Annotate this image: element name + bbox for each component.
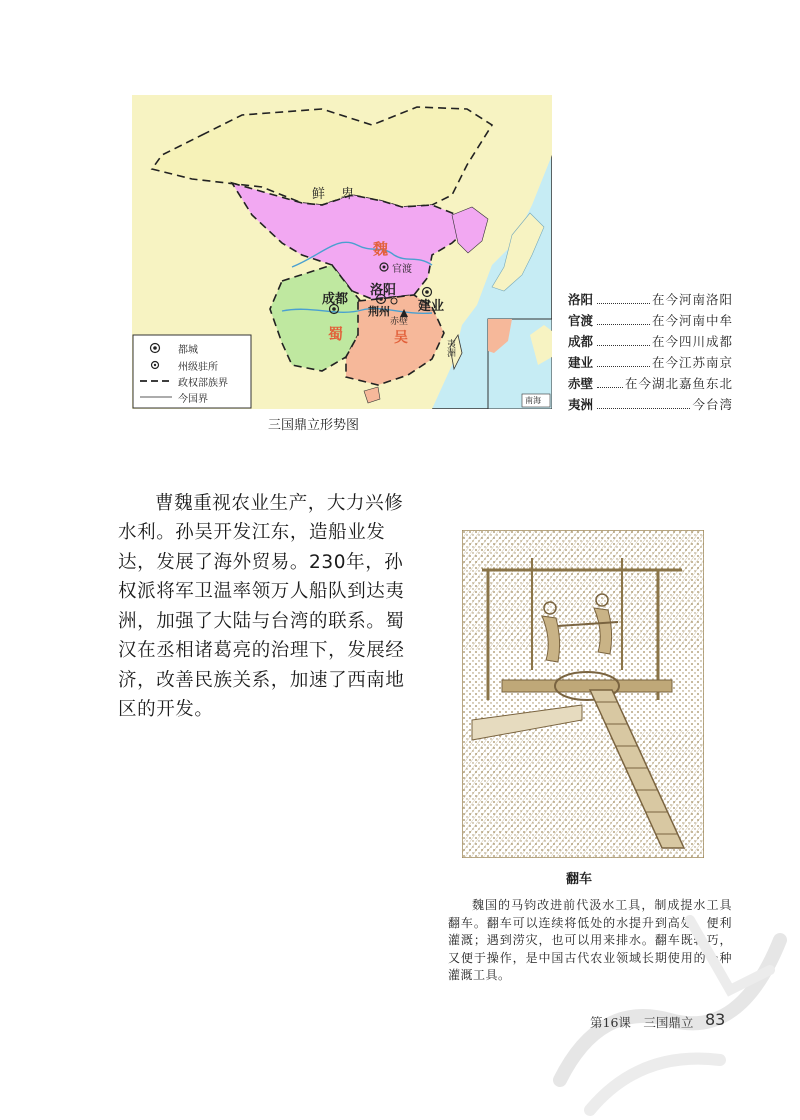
gloss-row: [568, 395, 733, 416]
label-guandu: 官渡: [392, 264, 412, 275]
gloss-def: 在今四川成都: [651, 334, 733, 349]
place-gloss: [568, 290, 733, 416]
gloss-def: 在今河南中牟: [651, 313, 733, 328]
label-xianbei: 鲜 卑: [312, 187, 361, 202]
label-yizhou: 夷洲: [445, 339, 455, 357]
gloss-term: 洛阳: [568, 292, 594, 307]
gloss-def: 今台湾: [692, 397, 733, 412]
label-jianye: 建业: [418, 299, 445, 314]
figure-description: 魏国的马钧改进前代汲水工具，制成提水工具翻车。翻车可以连续将低处的水提升到高处，便利灌溉；遇到涝灾，也可以用来排水。翻车既轻巧，又便于操作，是中国古代农业领域长期使用的一种灌溉工具。: [448, 898, 732, 982]
gloss-term: 成都: [568, 334, 594, 349]
legend-regime-border-label: 政权部族界: [178, 378, 228, 389]
gloss-def: 在今河南洛阳: [651, 292, 733, 307]
label-chibi: 赤壁: [390, 317, 409, 327]
gloss-term: 赤壁: [568, 376, 594, 391]
gloss-def: 在今江苏南京: [651, 355, 733, 370]
gloss-row: [568, 290, 733, 311]
label-chengdu: 成都: [322, 292, 349, 307]
label-luoyang: 洛阳: [370, 283, 397, 298]
three-kingdoms-map: [132, 95, 552, 409]
gloss-row: [568, 374, 733, 395]
figure-title: 翻车: [566, 872, 593, 887]
gloss-def: 在今湖北嘉鱼东北: [624, 376, 733, 391]
gloss-term: 官渡: [568, 313, 594, 328]
square-pallet-chain-pump-engraving: [462, 530, 704, 858]
legend-national-border-label: 今国界: [178, 394, 208, 405]
label-nanhai: 南海: [525, 396, 541, 405]
label-jingzhou: 荆州: [368, 305, 390, 318]
gloss-term: 夷洲: [568, 397, 594, 412]
watermark-logo: [520, 880, 800, 1120]
page-number: 83: [705, 1010, 726, 1029]
label-shu: 蜀: [328, 325, 344, 343]
fanche-illustration: [462, 530, 704, 858]
map-caption: 三国鼎立形势图: [268, 418, 360, 433]
body-paragraph: 曹魏重视农业生产，大力兴修水利。孙吴开发江东，造船业发达，发展了海外贸易。230年，孙权派将军卫温率领万人船队到达夷洲，加强了大陆与台湾的联系。蜀汉在丞相诸葛亮的治理下，发展经济，改善民族关系，加速了西南地区的开发。: [118, 492, 405, 720]
footer-lesson: 第16课 三国鼎立: [590, 1015, 694, 1030]
gloss-row: [568, 311, 733, 332]
gloss-term: 建业: [568, 355, 594, 370]
label-wei: 魏: [373, 240, 389, 258]
gloss-row: [568, 353, 733, 374]
label-wu: 吴: [394, 330, 408, 346]
legend-prefecture-label: 州级驻所: [178, 362, 218, 373]
gloss-row: [568, 332, 733, 353]
legend-capital-label: 都城: [178, 345, 198, 356]
